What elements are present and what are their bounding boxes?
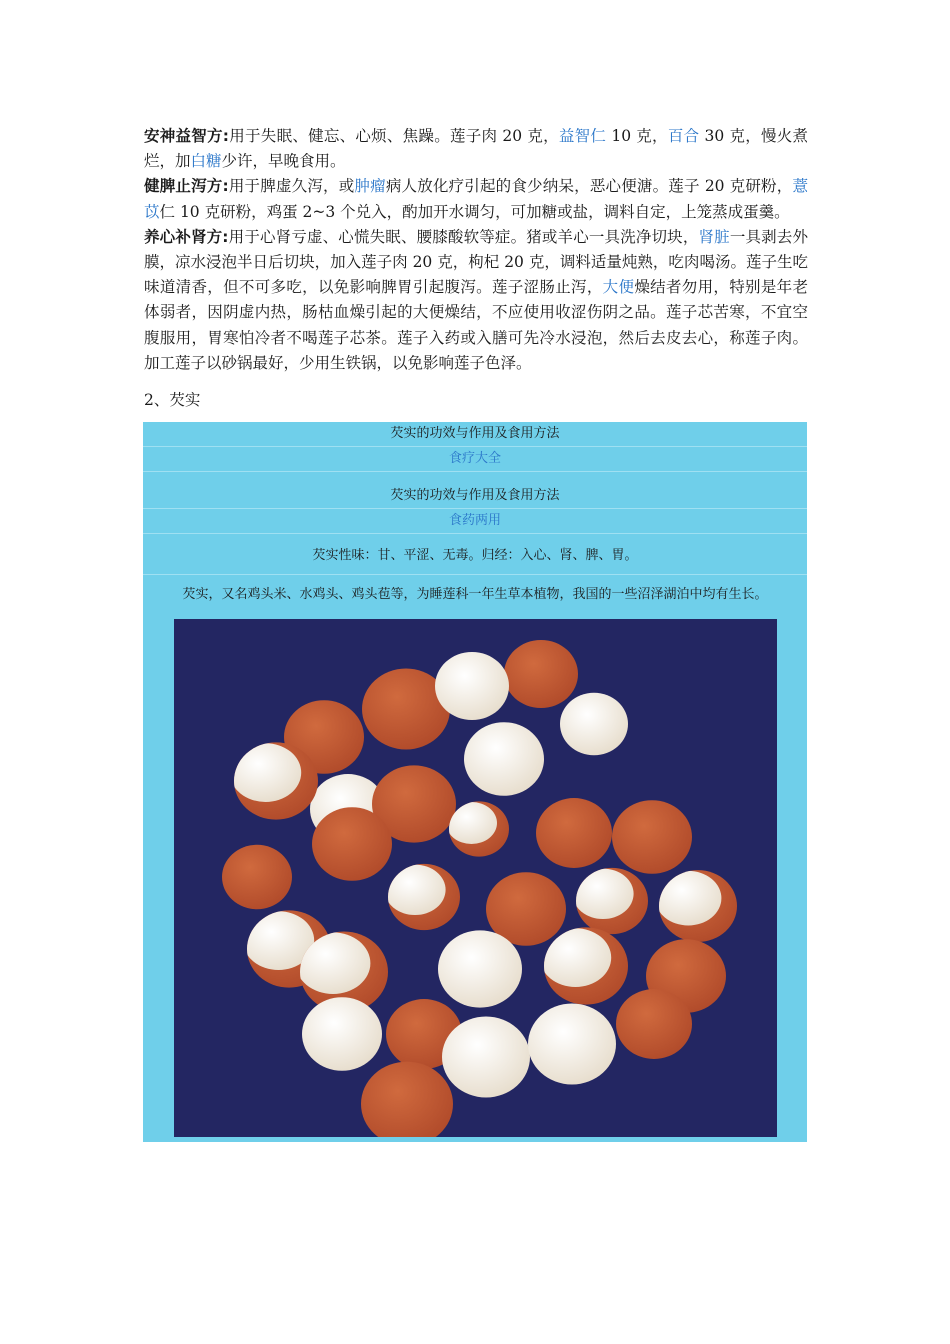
- seed-shape: [612, 800, 692, 874]
- link-yizhiren[interactable]: 益智仁: [558, 127, 607, 145]
- text-part: 用于脾虚久泻，或: [228, 177, 355, 196]
- text-part: 一具剥去外膜，凉水浸泡半日后切块，加入莲子肉 20 克，枸杞 20 克，调料适量炖熟，吃肉喝汤。莲子生吃味道清香，但不可多吃，以免影响脾胃引起腹泻。莲子涩肠止泻，: [144, 227, 808, 297]
- seed-shape: [442, 1017, 530, 1098]
- text-part: 仁 10 克研粉，鸡蛋 2~3 个兑入，酌加开水调匀，可加糖或盐，调料自定，上笼蒸成蛋羹。: [159, 202, 790, 221]
- seed-illustration: [174, 619, 777, 1137]
- seed-shape: [302, 997, 382, 1071]
- seed-shape: [560, 693, 628, 756]
- seed-shape: [361, 1062, 453, 1137]
- table-title-row: 芡实的功效与作用及食用方法: [143, 472, 807, 509]
- text-part: 少许，早晚食用。: [221, 152, 346, 171]
- seed-shape: [438, 930, 522, 1007]
- link-shiliao-daquan[interactable]: 食疗大全: [143, 447, 807, 472]
- text-part: 燥结者勿用，特别是年老体弱者，因阴虚内热，肠枯血燥引起的大便燥结，不应使用收涩伤阴之品。莲子芯苦寒，不宜空腹服用，胃寒怕冷者不喝莲子芯茶。莲子入药或入膳可先冷水浸泡，然后去皮去心，称莲子肉。加工莲子以砂锅最好，少用生铁锅，以免影响莲子色泽。: [144, 278, 808, 372]
- text-part: 用于失眠、健忘、心烦、焦躁。莲子肉 20 克，: [229, 127, 559, 145]
- table-title-row: 芡实的功效与作用及食用方法: [143, 422, 807, 447]
- link-baitang[interactable]: 白糖: [190, 152, 222, 171]
- seed-shape: [312, 807, 392, 881]
- link-zhongliu[interactable]: 肿瘤: [354, 177, 386, 196]
- paragraph-label: 安神益智方:: [144, 127, 230, 145]
- text-part: 10 克，: [606, 127, 668, 145]
- paragraph-yangxin: [144, 225, 808, 376]
- seed-shape: [655, 870, 737, 942]
- description-row: 芡实，又名鸡头米、水鸡头、鸡头苞等，为睡莲科一年生草本植物，我国的一些沼泽湖泊中均有生长。: [182, 587, 768, 602]
- seed-shape: [616, 989, 692, 1059]
- seed-shape: [540, 927, 628, 1004]
- text-part: 病人放化疗引起的食少纳呆，恶心便溏。莲子 20 克研粉，: [385, 177, 793, 196]
- link-shenzang[interactable]: 肾脏: [698, 227, 730, 246]
- seed-shape: [435, 652, 509, 720]
- link-dabian[interactable]: 大便: [602, 278, 635, 297]
- info-table: [143, 422, 807, 1142]
- link-shiyao-liangyong[interactable]: 食药两用: [143, 509, 807, 534]
- link-yiyi[interactable]: 薏苡: [144, 177, 808, 221]
- paragraph-label: 健脾止泻方:: [144, 177, 229, 196]
- section-heading: 2、芡实: [144, 391, 201, 409]
- seed-shape: [384, 864, 460, 930]
- paragraph-label: 养心补肾方:: [144, 227, 229, 246]
- seed-shape: [528, 1004, 616, 1085]
- gorgon-seed-photo: [174, 619, 777, 1137]
- text-part: 30 克，慢火煮烂，加: [144, 127, 808, 171]
- paragraph-anshen: [144, 124, 808, 174]
- seed-shape: [230, 742, 318, 819]
- seed-shape: [464, 722, 544, 796]
- link-baihe[interactable]: 百合: [667, 127, 700, 145]
- seed-shape: [536, 798, 612, 868]
- paragraph-jianpi: [144, 174, 808, 224]
- nature-row: 芡实性味：甘、平涩、无毒。归经：入心、肾、脾、胃。: [143, 534, 807, 575]
- article-body: [144, 124, 808, 376]
- seed-shape: [504, 640, 578, 708]
- text-part: 用于心肾亏虚、心慌失眠、腰膝酸软等症。猪或羊心一具洗净切块，: [228, 227, 699, 246]
- seed-shape: [572, 868, 648, 934]
- seed-shape: [222, 845, 292, 909]
